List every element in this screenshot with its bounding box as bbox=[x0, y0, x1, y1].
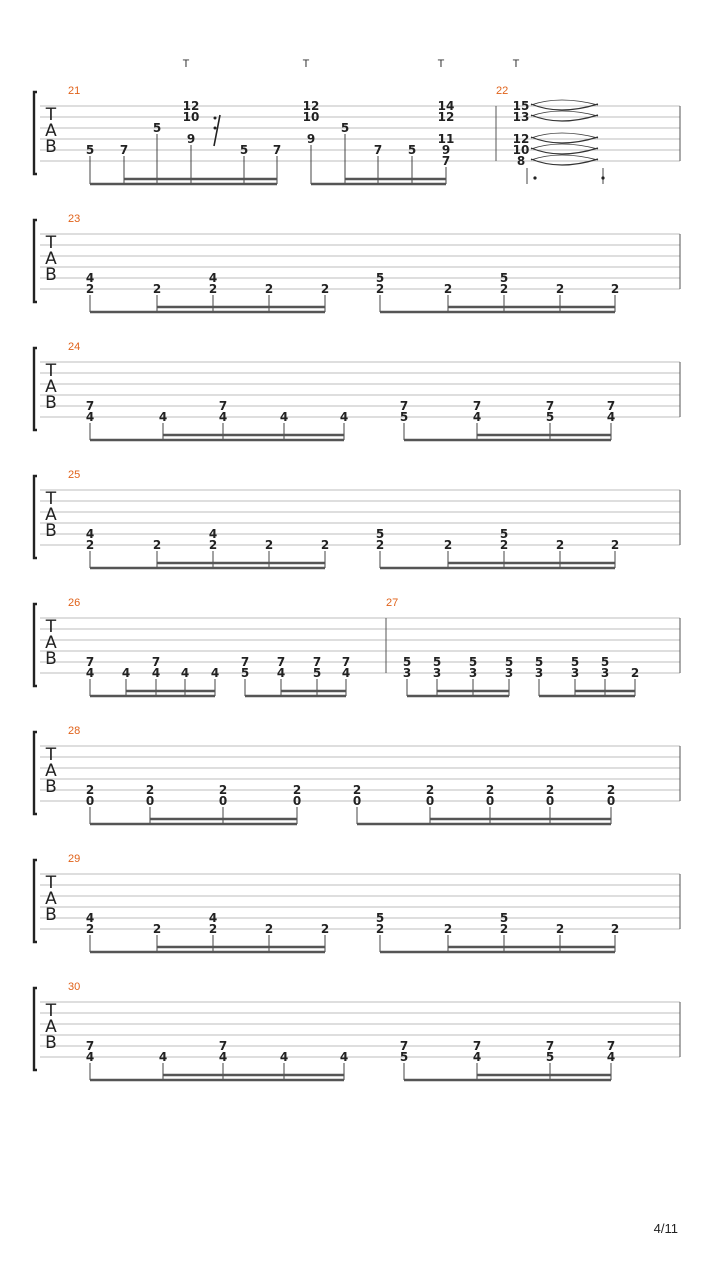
tab-clef-letter: T bbox=[45, 489, 57, 509]
fret-number: 2 bbox=[152, 538, 162, 552]
fret-number: 4 bbox=[279, 1050, 289, 1064]
tab-clef-letter: B bbox=[45, 649, 57, 669]
fret-number: 10 bbox=[302, 110, 320, 124]
fret-number: 7 bbox=[312, 655, 322, 669]
tab-clef-letter: T bbox=[45, 873, 57, 893]
fret-number: 7 bbox=[606, 1039, 616, 1053]
fret-number: 2 bbox=[264, 538, 274, 552]
page-number: 4/11 bbox=[653, 1221, 678, 1236]
fret-number: 4 bbox=[339, 1050, 349, 1064]
fret-number: 2 bbox=[292, 783, 302, 797]
fret-number: 4 bbox=[210, 666, 220, 680]
fret-number: 7 bbox=[606, 399, 616, 413]
fret-number: 2 bbox=[606, 783, 616, 797]
fret-number: 2 bbox=[375, 282, 385, 296]
fret-number: 7 bbox=[218, 1039, 228, 1053]
fret-number: 12 bbox=[182, 99, 200, 113]
fret-number: 12 bbox=[512, 132, 530, 146]
fret-number: 5 bbox=[399, 1050, 409, 1064]
fret-number: 7 bbox=[472, 399, 482, 413]
fret-number: 4 bbox=[208, 911, 218, 925]
fret-number: 4 bbox=[276, 666, 286, 680]
fret-number: 3 bbox=[468, 666, 478, 680]
fret-number: 2 bbox=[555, 538, 565, 552]
fret-number: 7 bbox=[218, 399, 228, 413]
tab-clef-letter: A bbox=[45, 249, 57, 269]
staff-system bbox=[34, 597, 680, 696]
fret-number: 9 bbox=[186, 132, 196, 146]
fret-number: 0 bbox=[425, 794, 435, 808]
fret-number: 5 bbox=[85, 143, 95, 157]
staff-system bbox=[34, 341, 680, 440]
system-bracket bbox=[34, 348, 37, 430]
tie-arc bbox=[531, 104, 598, 110]
fret-number: 2 bbox=[499, 538, 509, 552]
measure-number: 23 bbox=[68, 213, 81, 225]
rest-dot bbox=[214, 117, 217, 120]
fret-number: 12 bbox=[437, 110, 455, 124]
fret-number: 2 bbox=[545, 783, 555, 797]
fret-number: 7 bbox=[373, 143, 383, 157]
fret-number: 4 bbox=[218, 1050, 228, 1064]
fret-number: 3 bbox=[432, 666, 442, 680]
tie-arc bbox=[531, 133, 598, 138]
tab-clef-letter: B bbox=[45, 777, 57, 797]
fret-number: 13 bbox=[512, 110, 530, 124]
fret-number: 4 bbox=[85, 911, 95, 925]
fret-number: 2 bbox=[320, 282, 330, 296]
fret-number: 4 bbox=[472, 410, 482, 424]
tie-arc bbox=[531, 144, 598, 149]
fret-number: 2 bbox=[375, 538, 385, 552]
fret-number: 7 bbox=[240, 655, 250, 669]
fret-number: 2 bbox=[352, 783, 362, 797]
fret-number: 2 bbox=[555, 922, 565, 936]
fret-number: 5 bbox=[545, 410, 555, 424]
fret-number: 15 bbox=[512, 99, 530, 113]
fret-number: 4 bbox=[279, 410, 289, 424]
staff-system bbox=[34, 85, 680, 184]
fret-number: 7 bbox=[85, 399, 95, 413]
fret-number: 5 bbox=[545, 1050, 555, 1064]
fret-number: 2 bbox=[610, 922, 620, 936]
rest-slash bbox=[214, 115, 220, 146]
fret-number: 4 bbox=[158, 410, 168, 424]
fret-number: 0 bbox=[85, 794, 95, 808]
measure-number: 27 bbox=[386, 597, 399, 609]
fret-number: 2 bbox=[320, 922, 330, 936]
fret-number: 3 bbox=[570, 666, 580, 680]
fret-number: 5 bbox=[499, 911, 509, 925]
fret-number: 2 bbox=[610, 538, 620, 552]
fret-number: 2 bbox=[85, 783, 95, 797]
fret-number: 4 bbox=[606, 1050, 616, 1064]
fret-number: 5 bbox=[239, 143, 249, 157]
fret-number: 5 bbox=[499, 527, 509, 541]
fret-number: 7 bbox=[399, 399, 409, 413]
fret-number: 5 bbox=[468, 655, 478, 669]
measure-number: 30 bbox=[68, 981, 81, 993]
fret-number: 5 bbox=[432, 655, 442, 669]
fret-number: 0 bbox=[218, 794, 228, 808]
fret-number: 10 bbox=[512, 143, 530, 157]
fret-number: 2 bbox=[208, 282, 218, 296]
fret-number: 2 bbox=[630, 666, 640, 680]
fret-number: 5 bbox=[407, 143, 417, 157]
system-bracket bbox=[34, 220, 37, 302]
dot bbox=[533, 176, 536, 179]
tab-clef-letter: T bbox=[45, 617, 57, 637]
fret-number: 4 bbox=[85, 527, 95, 541]
fret-number: 5 bbox=[402, 655, 412, 669]
staff-system bbox=[34, 213, 680, 312]
fret-number: 11 bbox=[437, 132, 455, 146]
fret-number: 8 bbox=[516, 154, 526, 168]
fret-number: 7 bbox=[399, 1039, 409, 1053]
fret-number: 4 bbox=[472, 1050, 482, 1064]
fret-number: 7 bbox=[545, 399, 555, 413]
tab-clef-letter: T bbox=[45, 361, 57, 381]
fret-number: 7 bbox=[341, 655, 351, 669]
tab-clef-letter: T bbox=[45, 745, 57, 765]
measure-number: 25 bbox=[68, 469, 81, 481]
fret-number: 5 bbox=[570, 655, 580, 669]
staff-system bbox=[34, 981, 680, 1080]
tie-arc bbox=[531, 100, 598, 105]
fret-number: 4 bbox=[85, 666, 95, 680]
fret-number: 4 bbox=[180, 666, 190, 680]
fret-number: 2 bbox=[152, 922, 162, 936]
tie-arc bbox=[531, 148, 598, 154]
fret-number: 7 bbox=[119, 143, 129, 157]
tab-clef-letter: A bbox=[45, 633, 57, 653]
tab-clef-letter: A bbox=[45, 505, 57, 525]
tap-marker: T bbox=[302, 58, 310, 70]
system-bracket bbox=[34, 92, 37, 174]
fret-number: 2 bbox=[610, 282, 620, 296]
tab-clef-letter: A bbox=[45, 121, 57, 141]
fret-number: 7 bbox=[545, 1039, 555, 1053]
fret-number: 2 bbox=[152, 282, 162, 296]
fret-number: 4 bbox=[339, 410, 349, 424]
tie-arc bbox=[531, 137, 598, 143]
tap-marker: T bbox=[182, 58, 190, 70]
fret-number: 2 bbox=[499, 282, 509, 296]
fret-number: 5 bbox=[534, 655, 544, 669]
fret-number: 2 bbox=[443, 922, 453, 936]
fret-number: 5 bbox=[375, 911, 385, 925]
fret-number: 5 bbox=[375, 527, 385, 541]
fret-number: 5 bbox=[312, 666, 322, 680]
tab-clef-letter: T bbox=[45, 1001, 57, 1021]
fret-number: 5 bbox=[399, 410, 409, 424]
fret-number: 5 bbox=[375, 271, 385, 285]
tab-clef-letter: A bbox=[45, 761, 57, 781]
dot bbox=[601, 176, 604, 179]
fret-number: 2 bbox=[375, 922, 385, 936]
tab-clef-letter: B bbox=[45, 137, 57, 157]
fret-number: 5 bbox=[152, 121, 162, 135]
tab-clef-letter: T bbox=[45, 105, 57, 125]
fret-number: 7 bbox=[85, 1039, 95, 1053]
rest-dot bbox=[214, 127, 217, 130]
tie-arc bbox=[531, 115, 598, 121]
fret-number: 2 bbox=[320, 538, 330, 552]
staff-system bbox=[34, 469, 680, 568]
fret-number: 2 bbox=[85, 282, 95, 296]
fret-number: 3 bbox=[534, 666, 544, 680]
fret-number: 5 bbox=[340, 121, 350, 135]
measure-number: 29 bbox=[68, 853, 81, 865]
fret-number: 4 bbox=[85, 271, 95, 285]
fret-number: 7 bbox=[85, 655, 95, 669]
fret-number: 9 bbox=[441, 143, 451, 157]
staff-system bbox=[34, 853, 680, 952]
measure-number: 22 bbox=[496, 85, 509, 97]
fret-number: 2 bbox=[218, 783, 228, 797]
fret-number: 0 bbox=[606, 794, 616, 808]
tab-clef-letter: A bbox=[45, 889, 57, 909]
fret-number: 2 bbox=[443, 282, 453, 296]
fret-number: 2 bbox=[264, 922, 274, 936]
fret-number: 4 bbox=[606, 410, 616, 424]
fret-number: 4 bbox=[151, 666, 161, 680]
fret-number: 2 bbox=[443, 538, 453, 552]
tie-arc bbox=[531, 159, 598, 165]
fret-number: 0 bbox=[485, 794, 495, 808]
fret-number: 5 bbox=[240, 666, 250, 680]
system-bracket bbox=[34, 476, 37, 558]
fret-number: 4 bbox=[158, 1050, 168, 1064]
measure-number: 21 bbox=[68, 85, 81, 97]
measure-number: 28 bbox=[68, 725, 81, 737]
fret-number: 4 bbox=[341, 666, 351, 680]
tab-clef-letter: B bbox=[45, 393, 57, 413]
fret-number: 7 bbox=[272, 143, 282, 157]
fret-number: 3 bbox=[504, 666, 514, 680]
fret-number: 5 bbox=[504, 655, 514, 669]
measure-number: 26 bbox=[68, 597, 81, 609]
system-bracket bbox=[34, 604, 37, 686]
fret-number: 9 bbox=[306, 132, 316, 146]
fret-number: 0 bbox=[145, 794, 155, 808]
fret-number: 4 bbox=[208, 271, 218, 285]
fret-number: 4 bbox=[85, 410, 95, 424]
tab-clef-letter: T bbox=[45, 233, 57, 253]
tie-arc bbox=[531, 111, 598, 116]
system-bracket bbox=[34, 988, 37, 1070]
fret-number: 2 bbox=[555, 282, 565, 296]
fret-number: 4 bbox=[121, 666, 131, 680]
tab-clef-letter: A bbox=[45, 1017, 57, 1037]
fret-number: 2 bbox=[208, 538, 218, 552]
fret-number: 7 bbox=[276, 655, 286, 669]
tab-clef-letter: B bbox=[45, 905, 57, 925]
fret-number: 0 bbox=[352, 794, 362, 808]
fret-number: 4 bbox=[218, 410, 228, 424]
fret-number: 7 bbox=[472, 1039, 482, 1053]
fret-number: 4 bbox=[85, 1050, 95, 1064]
fret-number: 2 bbox=[85, 922, 95, 936]
fret-number: 5 bbox=[499, 271, 509, 285]
fret-number: 2 bbox=[85, 538, 95, 552]
fret-number: 7 bbox=[151, 655, 161, 669]
fret-number: 0 bbox=[545, 794, 555, 808]
system-bracket bbox=[34, 732, 37, 814]
fret-number: 3 bbox=[402, 666, 412, 680]
fret-number: 5 bbox=[600, 655, 610, 669]
tab-clef-letter: B bbox=[45, 521, 57, 541]
tie-arc bbox=[531, 155, 598, 160]
fret-number: 14 bbox=[437, 99, 455, 113]
measure-number: 24 bbox=[68, 341, 81, 353]
fret-number: 3 bbox=[600, 666, 610, 680]
staff-system bbox=[34, 725, 680, 824]
tap-marker: T bbox=[437, 58, 445, 70]
system-bracket bbox=[34, 860, 37, 942]
fret-number: 2 bbox=[499, 922, 509, 936]
fret-number: 10 bbox=[182, 110, 200, 124]
fret-number: 2 bbox=[208, 922, 218, 936]
fret-number: 2 bbox=[485, 783, 495, 797]
tab-clef-letter: A bbox=[45, 377, 57, 397]
fret-number: 4 bbox=[208, 527, 218, 541]
fret-number: 2 bbox=[425, 783, 435, 797]
tab-clef-letter: B bbox=[45, 1033, 57, 1053]
fret-number: 0 bbox=[292, 794, 302, 808]
fret-number: 12 bbox=[302, 99, 320, 113]
fret-number: 2 bbox=[264, 282, 274, 296]
tab-clef-letter: B bbox=[45, 265, 57, 285]
fret-number: 2 bbox=[145, 783, 155, 797]
fret-number: 7 bbox=[441, 154, 451, 168]
tap-marker: T bbox=[512, 58, 520, 70]
